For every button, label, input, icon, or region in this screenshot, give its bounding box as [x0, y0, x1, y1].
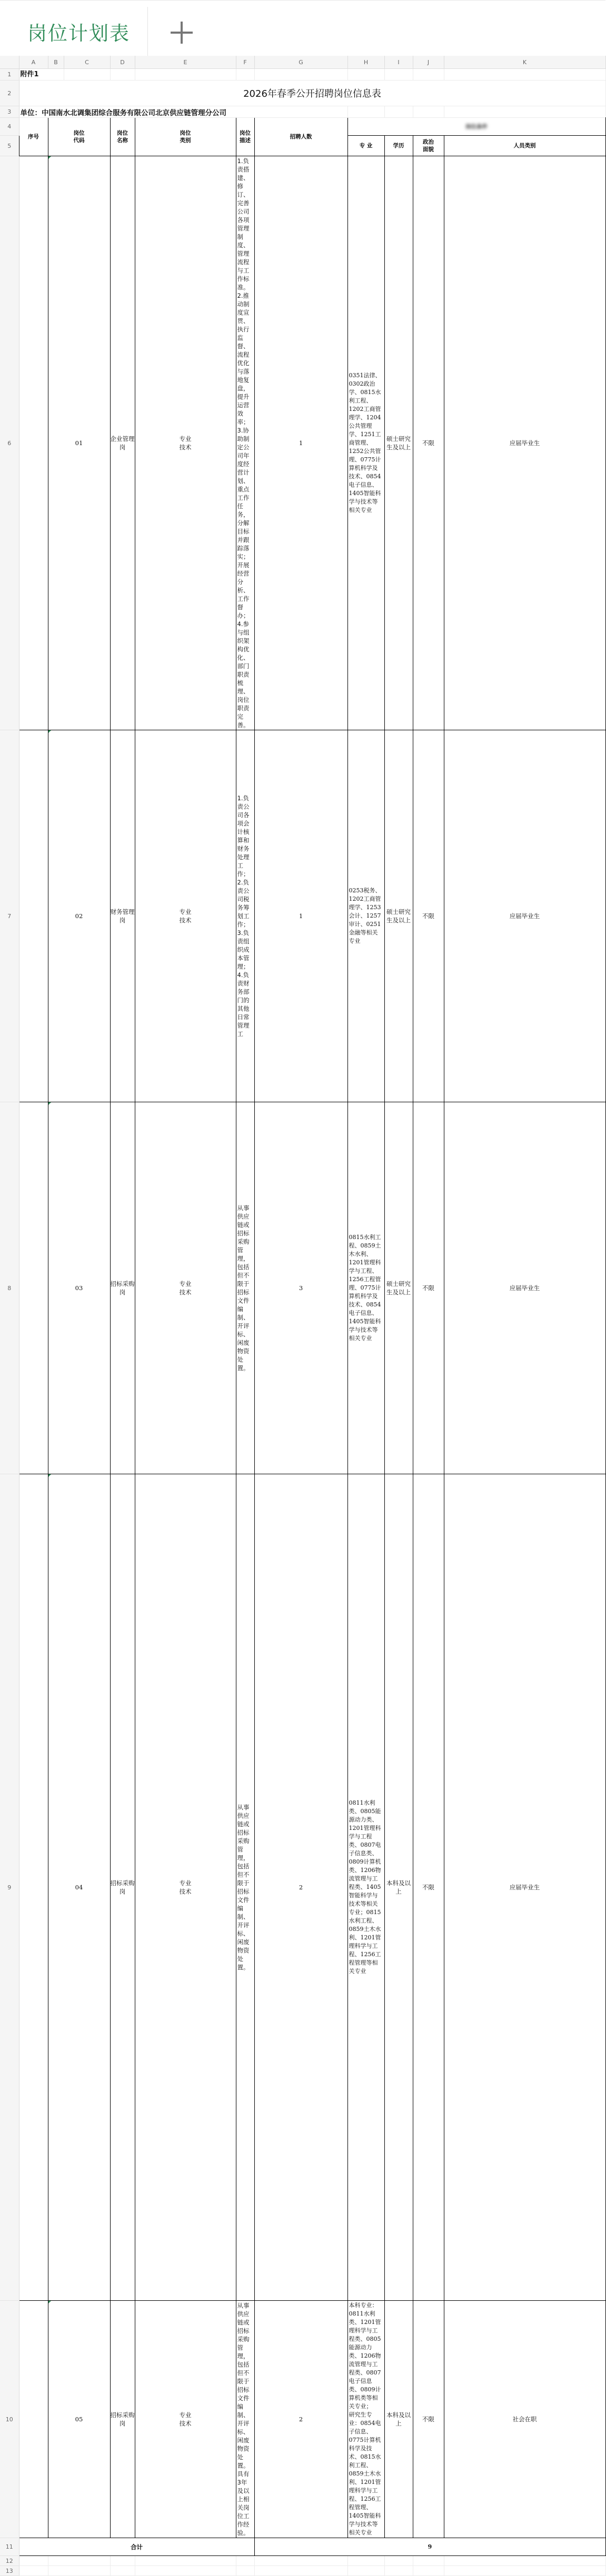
table-row — [0, 730, 605, 1102]
header-education[interactable]: 学历 — [384, 136, 413, 156]
seq-cell[interactable] — [19, 156, 48, 730]
column-header[interactable]: C — [64, 56, 110, 69]
row-number[interactable]: 1 — [0, 69, 19, 80]
column-header-row — [0, 56, 605, 69]
seq-cell[interactable] — [19, 730, 48, 1102]
column-header[interactable]: H — [347, 56, 384, 69]
header-name[interactable]: 岗位 名称 — [110, 118, 135, 156]
seq-cell[interactable] — [19, 1102, 48, 1474]
cell[interactable] — [135, 2566, 236, 2576]
post-description-cell[interactable]: 从事供应链或招标采购管理，包括但不限于招标文件编制、开评标、闲废物资处置。具有3年及以上相关岗位工作经验。 — [236, 2301, 254, 2538]
cell[interactable] — [64, 69, 110, 80]
person-type-cell[interactable]: 社会在职 — [444, 2301, 605, 2538]
header-person-type[interactable]: 人员类别 — [444, 136, 605, 156]
hire-count-cell[interactable]: 1 — [254, 730, 347, 1102]
political-cell[interactable]: 不限 — [413, 1474, 444, 2301]
person-type-cell[interactable]: 应届毕业生 — [444, 156, 605, 730]
post-category-cell[interactable]: 专业 技术 — [135, 1102, 236, 1474]
post-code-cell[interactable]: 02 — [48, 730, 110, 1102]
row-number[interactable]: 8 — [0, 1102, 19, 1474]
column-header[interactable]: F — [236, 56, 254, 69]
row-number[interactable]: 9 — [0, 1474, 19, 2301]
cell[interactable] — [236, 2556, 254, 2566]
add-sheet-icon[interactable] — [170, 21, 194, 45]
major-cell[interactable]: 0815水利工程、0859土木水利、1201管理科学与工程、1256工程管理、0775计算机科学及技术、0854电子信息、1405智能科学与技术等相关专业 — [347, 1102, 384, 1474]
post-description-cell[interactable]: 1.负责公司各项会计核算和财务处理工作； 2.负责公司税务筹划工作； 3.负责组织成本管理； 4.负责财务部门的其他日常管理工 — [236, 730, 254, 1102]
cell[interactable] — [384, 69, 413, 80]
column-header[interactable]: B — [48, 56, 64, 69]
post-name-cell[interactable]: 招标采购岗 — [110, 1102, 135, 1474]
total-value[interactable]: 9 — [254, 2538, 605, 2556]
education-cell[interactable]: 本科及以上 — [384, 2301, 413, 2538]
political-cell[interactable]: 不限 — [413, 730, 444, 1102]
table-row — [0, 2556, 605, 2566]
table-row — [0, 106, 605, 118]
row-number[interactable]: 7 — [0, 730, 19, 1102]
cell[interactable] — [444, 2566, 605, 2576]
cell[interactable] — [48, 2556, 110, 2566]
post-code-cell[interactable]: 03 — [48, 1102, 110, 1474]
select-all-corner[interactable] — [0, 56, 19, 69]
cell[interactable] — [444, 2556, 605, 2566]
person-type-cell[interactable]: 应届毕业生 — [444, 730, 605, 1102]
major-cell[interactable]: 0253税务、1202工商管理学、1253会计、1257审计、0251金融等相关专业 — [347, 730, 384, 1102]
seq-cell[interactable] — [19, 1474, 48, 2301]
person-type-cell[interactable]: 应届毕业生 — [444, 1102, 605, 1474]
table-row — [0, 118, 605, 136]
cell[interactable] — [347, 2566, 384, 2576]
row-number[interactable]: 12 — [0, 2556, 19, 2566]
post-code-cell[interactable]: 04 — [48, 1474, 110, 2301]
seq-cell[interactable] — [19, 2301, 48, 2538]
cell[interactable] — [254, 2566, 347, 2576]
cell[interactable] — [413, 2566, 444, 2576]
education-cell[interactable]: 硕士研究生及以上 — [384, 730, 413, 1102]
table-row — [0, 80, 605, 106]
post-name-cell[interactable]: 招标采购岗 — [110, 1474, 135, 2301]
post-name-cell[interactable]: 财务管理岗 — [110, 730, 135, 1102]
sheet-tab-bar — [0, 0, 605, 57]
header-major[interactable]: 专 业 — [347, 136, 384, 156]
column-header[interactable]: G — [254, 56, 347, 69]
column-header[interactable]: I — [384, 56, 413, 69]
cell[interactable] — [413, 69, 444, 80]
table-row — [0, 156, 605, 730]
cell[interactable] — [48, 2566, 110, 2576]
cell[interactable] — [110, 2556, 135, 2566]
table-row — [0, 1474, 605, 2301]
post-code-cell[interactable]: 01 — [48, 156, 110, 730]
cell[interactable] — [19, 2566, 48, 2576]
political-cell[interactable]: 不限 — [413, 156, 444, 730]
header-count[interactable]: 招聘人数 — [254, 118, 347, 156]
total-label[interactable]: 合计 — [19, 2538, 254, 2556]
header-description[interactable]: 岗位 描述 — [236, 118, 254, 156]
sheet-tab-active[interactable] — [0, 7, 148, 56]
post-description-cell[interactable]: 从事供应链或招标采购管理，包括但不限于招标文件编制、开评标、闲废物资处置。 — [236, 1474, 254, 2301]
table-row — [0, 1102, 605, 1474]
header-conditions-group[interactable] — [347, 118, 605, 136]
cell[interactable] — [347, 2556, 384, 2566]
cell[interactable] — [413, 106, 444, 118]
post-name-cell[interactable]: 招标采购岗 — [110, 2301, 135, 2538]
education-cell[interactable]: 硕士研究生及以上 — [384, 156, 413, 730]
row-number[interactable]: 4 — [0, 118, 19, 136]
row-number[interactable]: 10 — [0, 2301, 19, 2538]
row-number[interactable]: 5 — [0, 136, 19, 156]
cell[interactable] — [254, 2556, 347, 2566]
row-number[interactable]: 11 — [0, 2538, 19, 2556]
cell[interactable] — [444, 106, 605, 118]
political-cell[interactable]: 不限 — [413, 1102, 444, 1474]
post-category-cell[interactable]: 专业 技术 — [135, 2301, 236, 2538]
hire-count-cell[interactable]: 2 — [254, 2301, 347, 2538]
major-cell[interactable]: 0811水利类、0805能源动力类、1201管理科学与工程类、0807电子信息类、0809计算机类、1206物流管理与工程类、1405智能科学与技术等相关专业；0815水利工程、0859土木水利、1201管理科学与工程、1256工程管理等相关专业 — [347, 1474, 384, 2301]
cell[interactable] — [384, 106, 413, 118]
education-cell[interactable]: 硕士研究生及以上 — [384, 1102, 413, 1474]
cell[interactable] — [110, 2566, 135, 2576]
row-number[interactable]: 2 — [0, 80, 19, 106]
cell[interactable] — [347, 69, 384, 80]
post-category-cell[interactable]: 专业 技术 — [135, 730, 236, 1102]
post-code-cell[interactable]: 05 — [48, 2301, 110, 2538]
header-political[interactable]: 政治 面貌 — [413, 136, 444, 156]
major-cell[interactable]: 本科专业：0811水利类、1201管理科学与工程类、0805能源动力类、1206物流管理与工程类、0807电子信息类、0809计算机类等相关专业； 研究生专业：0854电子信息、0775计算机科学及技术、0815水利工程、0859土木水利、1201管理科学与工程、1256工程管理、1405智能科学与技术等相关专业 — [347, 2301, 384, 2538]
education-cell[interactable]: 本科及以上 — [384, 1474, 413, 2301]
attachment-label[interactable]: 附件1 — [19, 69, 64, 80]
political-cell[interactable]: 不限 — [413, 2301, 444, 2538]
sheet-title[interactable]: 2026年春季公开招聘岗位信息表 — [19, 80, 605, 106]
row-number[interactable]: 13 — [0, 2566, 19, 2576]
column-header[interactable]: J — [413, 56, 444, 69]
cell[interactable] — [413, 2556, 444, 2566]
cell[interactable] — [110, 69, 135, 80]
header-code[interactable]: 岗位 代码 — [48, 118, 110, 156]
post-category-cell[interactable]: 专业 技术 — [135, 156, 236, 730]
post-description-cell[interactable]: 从事供应链或招标采购管理，包括但不限于招标文件编制、开评标、闲废物资处置。 — [236, 1102, 254, 1474]
cell[interactable] — [135, 69, 236, 80]
person-type-cell[interactable]: 应届毕业生 — [444, 1474, 605, 2301]
column-header[interactable]: D — [110, 56, 135, 69]
cell[interactable] — [236, 69, 254, 80]
cell[interactable] — [384, 2566, 413, 2576]
post-description-cell[interactable]: 1.负责搭建、修订、完善公司各项管理制度、管理流程与工作标准。 2.推动制度宣贯、执行监督、流程优化与落地复盘，提升运营效率； 3.协助制定公司年度经营计划、重点工作任务，分解目标并跟踪落实；开展经营分析、工作督办； 4.参与组织架构优化、部门职责梳理、岗位职责完善。 — [236, 156, 254, 730]
cell[interactable] — [19, 2556, 48, 2566]
table-row — [0, 2566, 605, 2576]
unit-label[interactable]: 单位：中国南水北调集团综合服务有限公司北京供应链管理分公司 — [19, 106, 347, 118]
hire-count-cell[interactable]: 2 — [254, 1474, 347, 2301]
row-number[interactable]: 6 — [0, 156, 19, 730]
post-category-cell[interactable]: 专业 技术 — [135, 1474, 236, 2301]
cell[interactable] — [135, 2556, 236, 2566]
column-header[interactable]: K — [444, 56, 605, 69]
row-number[interactable]: 3 — [0, 106, 19, 118]
post-name-cell[interactable]: 企业管理岗 — [110, 156, 135, 730]
cell[interactable] — [384, 2556, 413, 2566]
cell[interactable] — [444, 69, 605, 80]
table-row — [0, 2538, 605, 2556]
cell[interactable] — [236, 2566, 254, 2576]
header-seq[interactable]: 序号 — [19, 118, 48, 156]
hire-count-cell[interactable]: 3 — [254, 1102, 347, 1474]
header-conditions-label: 岗位条件 — [465, 123, 488, 130]
cell[interactable] — [254, 69, 347, 80]
spreadsheet-grid — [0, 56, 605, 2574]
major-cell[interactable]: 0351法律、0302政治学、0815水利工程、1202工商管理学、1204公共管理学、1251工商管理、1252公共管理、0775计算机科学及技术、0854电子信息、1405智能科学与技术等相关专业 — [347, 156, 384, 730]
hire-count-cell[interactable]: 1 — [254, 156, 347, 730]
table-row — [0, 69, 605, 80]
cell[interactable] — [347, 106, 384, 118]
column-header[interactable]: E — [135, 56, 236, 69]
sheet-tab-label: 岗位计划表 — [27, 22, 130, 45]
table-row — [0, 2301, 605, 2538]
header-category[interactable]: 岗位 类别 — [135, 118, 236, 156]
column-header[interactable]: A — [19, 56, 48, 69]
